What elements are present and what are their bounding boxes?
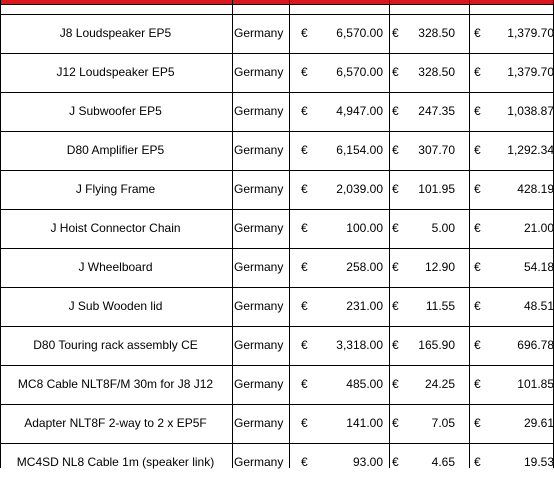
total-cell: 1,379.70 bbox=[507, 65, 554, 79]
price-cell: 6,570.00 bbox=[336, 65, 383, 79]
currency-symbol: € bbox=[301, 26, 308, 40]
tax-cell: 4.65 bbox=[431, 455, 455, 469]
price-cell: 485.00 bbox=[346, 377, 383, 391]
item-description: Adapter NLT8F 2-way to 2 x EP5F bbox=[24, 416, 207, 430]
total-cell: 696.78 bbox=[517, 338, 554, 352]
currency-symbol: € bbox=[392, 455, 399, 469]
currency-symbol: € bbox=[392, 416, 399, 430]
column-divider bbox=[289, 0, 290, 468]
country-cell: Germany bbox=[234, 455, 284, 469]
tax-cell: 247.35 bbox=[418, 104, 455, 118]
country-cell: Germany bbox=[234, 143, 284, 157]
country-cell: Germany bbox=[234, 104, 284, 118]
currency-symbol: € bbox=[392, 26, 399, 40]
currency-symbol: € bbox=[474, 299, 481, 313]
total-cell: 101.85 bbox=[517, 377, 554, 391]
currency-symbol: € bbox=[392, 221, 399, 235]
currency-symbol: € bbox=[474, 143, 481, 157]
country-cell: Germany bbox=[234, 260, 284, 274]
item-description: J Hoist Connector Chain bbox=[50, 221, 181, 235]
price-cell: 3,318.00 bbox=[336, 338, 383, 352]
currency-symbol: € bbox=[474, 416, 481, 430]
country-cell: Germany bbox=[234, 26, 284, 40]
item-description: J Wheelboard bbox=[78, 260, 153, 274]
currency-symbol: € bbox=[301, 377, 308, 391]
tax-cell: 165.90 bbox=[418, 338, 455, 352]
country-cell: Germany bbox=[234, 299, 284, 313]
price-cell: 100.00 bbox=[346, 221, 383, 235]
tax-cell: 328.50 bbox=[418, 26, 455, 40]
price-cell: 141.00 bbox=[346, 416, 383, 430]
price-cell: 231.00 bbox=[346, 299, 383, 313]
tax-cell: 24.25 bbox=[424, 377, 455, 391]
currency-symbol: € bbox=[392, 104, 399, 118]
currency-symbol: € bbox=[474, 455, 481, 469]
currency-symbol: € bbox=[392, 182, 399, 196]
currency-symbol: € bbox=[301, 260, 308, 274]
currency-symbol: € bbox=[301, 455, 308, 469]
column-divider bbox=[389, 0, 390, 468]
item-description: J Flying Frame bbox=[75, 182, 156, 196]
total-cell: 29.61 bbox=[523, 416, 554, 430]
country-cell: Germany bbox=[234, 221, 284, 235]
total-cell: 1,379.70 bbox=[507, 26, 554, 40]
total-cell: 48.51 bbox=[523, 299, 554, 313]
currency-symbol: € bbox=[301, 143, 308, 157]
item-description: D80 Touring rack assembly CE bbox=[33, 338, 198, 352]
currency-symbol: € bbox=[301, 65, 308, 79]
tax-cell: 307.70 bbox=[418, 143, 455, 157]
column-divider bbox=[232, 0, 233, 468]
tax-cell: 7.05 bbox=[431, 416, 455, 430]
item-description: D80 Amplifier EP5 bbox=[66, 143, 165, 157]
currency-symbol: € bbox=[301, 299, 308, 313]
currency-symbol: € bbox=[301, 221, 308, 235]
tax-cell: 328.50 bbox=[418, 65, 455, 79]
tax-cell: 11.55 bbox=[425, 299, 455, 313]
price-cell: 6,570.00 bbox=[336, 26, 383, 40]
currency-symbol: € bbox=[474, 182, 481, 196]
tax-cell: 12.90 bbox=[424, 260, 455, 274]
tax-cell: 5.00 bbox=[431, 221, 455, 235]
total-cell: 21.00 bbox=[523, 221, 554, 235]
country-cell: Germany bbox=[234, 65, 284, 79]
currency-symbol: € bbox=[392, 338, 399, 352]
currency-symbol: € bbox=[474, 338, 481, 352]
country-cell: Germany bbox=[234, 416, 284, 430]
total-cell: 54.18 bbox=[523, 260, 554, 274]
currency-symbol: € bbox=[474, 221, 481, 235]
item-description: J8 Loudspeaker EP5 bbox=[59, 26, 172, 40]
price-cell: 4,947.00 bbox=[336, 104, 383, 118]
currency-symbol: € bbox=[301, 338, 308, 352]
currency-symbol: € bbox=[301, 104, 308, 118]
item-description: MC8 Cable NLT8F/M 30m for J8 J12 bbox=[17, 377, 214, 391]
country-cell: Germany bbox=[234, 338, 284, 352]
price-cell: 2,039.00 bbox=[336, 182, 383, 196]
total-cell: 1,292.34 bbox=[507, 143, 554, 157]
item-description: J Sub Wooden lid bbox=[68, 299, 163, 313]
currency-symbol: € bbox=[474, 65, 481, 79]
country-cell: Germany bbox=[234, 182, 284, 196]
item-description: MC4SD NL8 Cable 1m (speaker link) bbox=[16, 455, 215, 469]
currency-symbol: € bbox=[474, 260, 481, 274]
item-description: J12 Loudspeaker EP5 bbox=[56, 65, 175, 79]
currency-symbol: € bbox=[474, 104, 481, 118]
column-divider bbox=[469, 0, 470, 468]
currency-symbol: € bbox=[392, 299, 399, 313]
price-cell: 93.00 bbox=[352, 455, 383, 469]
tax-cell: 101.95 bbox=[418, 182, 455, 196]
country-cell: Germany bbox=[234, 377, 284, 391]
currency-symbol: € bbox=[392, 143, 399, 157]
total-cell: 1,038.87 bbox=[507, 104, 554, 118]
price-cell: 6,154.00 bbox=[336, 143, 383, 157]
currency-symbol: € bbox=[301, 182, 308, 196]
total-cell: 428.19 bbox=[517, 182, 554, 196]
price-cell: 258.00 bbox=[346, 260, 383, 274]
item-description: J Subwoofer EP5 bbox=[69, 104, 162, 118]
currency-symbol: € bbox=[392, 65, 399, 79]
currency-symbol: € bbox=[301, 416, 308, 430]
currency-symbol: € bbox=[392, 377, 399, 391]
currency-symbol: € bbox=[474, 26, 481, 40]
currency-symbol: € bbox=[392, 260, 399, 274]
row-divider bbox=[0, 4, 554, 5]
currency-symbol: € bbox=[474, 377, 481, 391]
total-cell: 19.53 bbox=[523, 455, 554, 469]
